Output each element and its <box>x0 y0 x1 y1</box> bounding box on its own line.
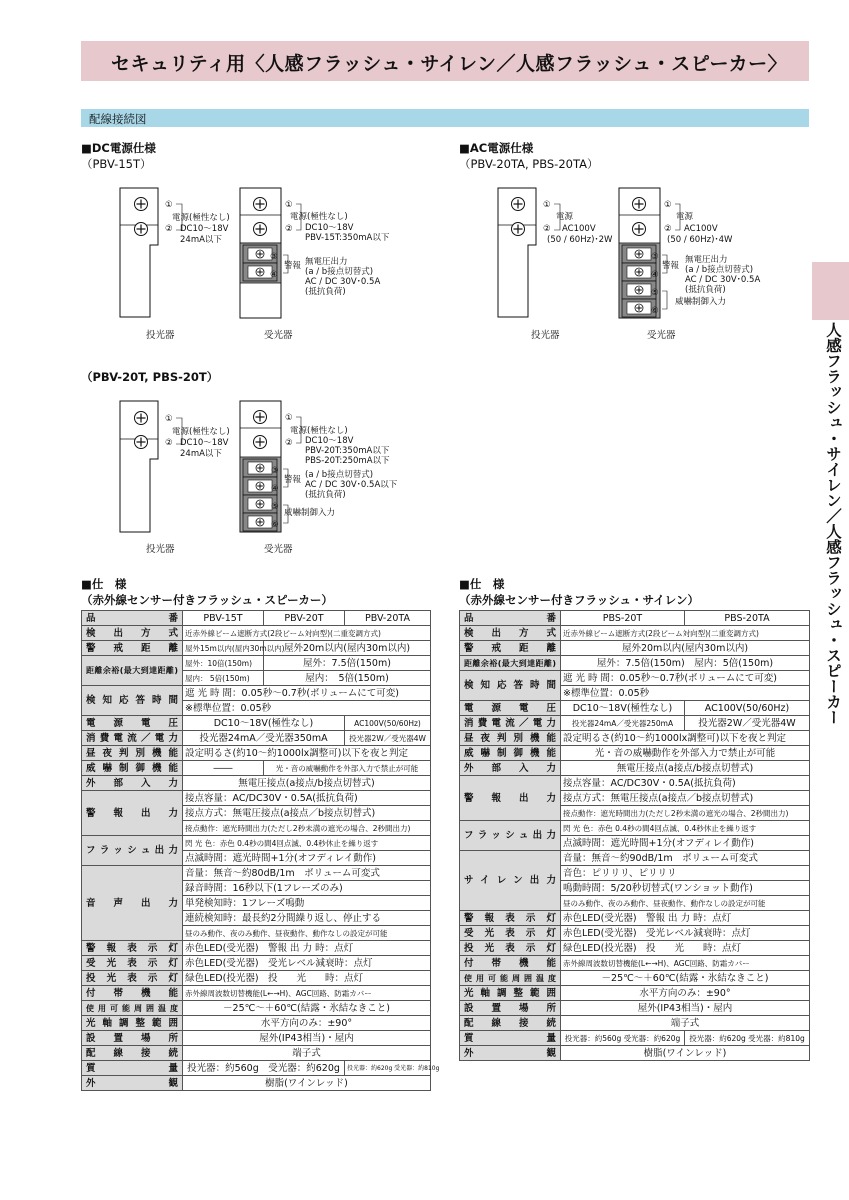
row-header: 質量 <box>82 1061 183 1076</box>
d2-r-t1: ① <box>664 200 672 210</box>
d2-power: 電源 <box>556 212 574 222</box>
d2-rx: 受光器 <box>647 330 676 341</box>
d2-out3: AC / DC 30V･0.5A <box>685 275 761 285</box>
d2-r-t5: ⑤ <box>651 288 659 298</box>
d1-t2: ② <box>165 224 173 234</box>
row-header: 外観 <box>82 1076 183 1091</box>
row-header: 設置場所 <box>460 1001 561 1016</box>
d3-rx: 受光器 <box>264 544 293 555</box>
cell: 水平方向のみ：±90° <box>561 986 810 1001</box>
cell: 屋外20m以内(屋内30m以内) <box>561 641 810 656</box>
table-row <box>82 626 431 641</box>
d2-intim: 威嚇制御入力 <box>675 297 727 307</box>
cell: 投光器：約560g 受光器：約620g <box>183 1061 345 1076</box>
d2-freq: (50 / 60Hz)･2W <box>547 235 613 245</box>
cell: 音色：ピリリリ、ピリリリ <box>561 866 810 881</box>
row-header: 電源電圧 <box>82 716 183 731</box>
cell: PBS-20TA <box>685 611 810 626</box>
cell: 無電圧接点(a接点/b接点切替式) <box>183 776 431 791</box>
d1-power: 電源(極性なし) <box>172 213 230 223</box>
cell: 昼のみ動作、夜のみ動作、昼夜動作、動作なしの設定が可能 <box>183 926 431 941</box>
d3-alarm: 警報 <box>284 475 302 485</box>
d3-intim: 威嚇制御入力 <box>284 508 336 518</box>
d1-r-t4: ④ <box>270 270 278 280</box>
d1-r-t2: ② <box>285 224 293 234</box>
row-header: 警報出力 <box>82 791 183 836</box>
d3-t2: ② <box>165 438 173 448</box>
row-header: 付帯機能 <box>82 986 183 1001</box>
d2-r-t4: ④ <box>651 270 659 280</box>
row-header: 検知応答時間 <box>82 686 183 716</box>
row-header: 外部入力 <box>460 761 561 776</box>
d2-range: AC100V <box>562 224 596 234</box>
cell: －25℃～＋60℃(結露・氷結なきこと) <box>561 971 810 986</box>
cell: 近赤外線ビーム遮断方式(2段ビーム対向型)(二重変調方式) <box>561 626 810 641</box>
row-header: 昼夜判別機能 <box>460 731 561 746</box>
table-row <box>82 656 431 671</box>
cell: 閃 光 色：赤色 0.4秒の間4回点滅、0.4秒休止を繰り返す <box>183 836 431 851</box>
row-header: 投光表示灯 <box>82 971 183 986</box>
row-header: 警報表示灯 <box>460 911 561 926</box>
d1-tx: 投光器 <box>146 330 175 341</box>
cell: 接点方式：無電圧接点(a接点／b接点切替式) <box>561 791 810 806</box>
d3-r-power: 電源(極性なし) <box>290 426 348 436</box>
d1-out3: AC / DC 30V･0.5A <box>305 277 381 287</box>
row-header: 光軸調整範囲 <box>82 1016 183 1031</box>
spec-table-right <box>459 610 810 1061</box>
cell: 連続検知時：最長約2分間繰り返し、停止する <box>183 911 431 926</box>
d1-r-cur: PBV-15T:350mA以下 <box>305 233 390 243</box>
row-header: 消費電流／電力 <box>460 716 561 731</box>
table-row <box>82 641 431 656</box>
dc-heading: ■DC電源仕様 <box>81 141 156 155</box>
cell: 音量：無音～約80dB/1m ボリューム可変式 <box>183 866 431 881</box>
d2-r-range: AC100V <box>684 224 718 234</box>
row-header: 音声出力 <box>82 866 183 941</box>
cell: 屋外：10倍(150m) <box>183 656 264 671</box>
d2-r-freq: (50 / 60Hz)･4W <box>667 235 733 245</box>
row-header: フラッシュ出力 <box>460 821 561 851</box>
cell: 接点容量：AC/DC30V・0.5A(抵抗負荷) <box>561 776 810 791</box>
table-row <box>82 866 431 881</box>
d2-r-t6: ⑥ <box>651 306 659 316</box>
cell: 投光器24mA／受光器350mA <box>183 731 345 746</box>
ac-model: （PBV-20TA, PBS-20TA） <box>459 157 599 171</box>
table-row <box>460 731 810 746</box>
d3-r-t6: ⑥ <box>271 520 279 530</box>
spec-right-heading: ■仕 様 <box>459 577 505 591</box>
table-row <box>460 761 810 776</box>
row-header: 投光表示灯 <box>460 941 561 956</box>
row-header: 外観 <box>460 1046 561 1061</box>
row-header: 警戒距離 <box>460 641 561 656</box>
d3-r-cur2: PBS-20T:250mA以下 <box>305 456 390 466</box>
d3-out2: (a / b接点切替式) <box>305 470 374 480</box>
cell: AC100V(50/60Hz) <box>685 701 810 716</box>
table-row <box>460 626 810 641</box>
cell: PBV-15T <box>183 611 264 626</box>
cell: 水平方向のみ：±90° <box>183 1016 431 1031</box>
table-row <box>460 926 810 941</box>
cell: ※標準位置：0.05秒 <box>183 701 431 716</box>
row-header: 外部入力 <box>82 776 183 791</box>
spec-left-heading: ■仕 様 <box>81 577 127 591</box>
d3-r-t5: ⑤ <box>271 502 279 512</box>
d2-tx: 投光器 <box>531 330 560 341</box>
table-row <box>82 836 431 851</box>
table-row <box>82 1061 431 1076</box>
table-row <box>82 1076 431 1091</box>
table-row <box>460 671 810 686</box>
cell: 赤色LED(受光器) 受光レベル減衰時：点灯 <box>183 956 431 971</box>
table-row <box>460 941 810 956</box>
cell: 投光器24mA／受光器250mA <box>561 716 685 731</box>
d2-r-t2: ② <box>664 224 672 234</box>
d3-cur: 24mA以下 <box>180 449 222 459</box>
table-row <box>82 1001 431 1016</box>
cell: 接点動作：遮光時間出力(ただし2秒未満の遮光の場合、2秒間出力) <box>183 821 431 836</box>
row-header: 検出方式 <box>460 626 561 641</box>
d3-r-t4: ④ <box>271 484 279 494</box>
cell: 投光器：約560g 受光器：約620g <box>561 1031 685 1046</box>
d1-r-power: 電源(極性なし) <box>290 212 348 222</box>
row-header: 光軸調整範囲 <box>460 986 561 1001</box>
cell: 光・音の威嚇動作を外部入力で禁止が可能 <box>264 761 431 776</box>
row-header: 電源電圧 <box>460 701 561 716</box>
table-row <box>460 851 810 866</box>
table-row <box>460 1016 810 1031</box>
cell: AC100V(50/60Hz) <box>345 716 431 731</box>
cell: 接点方式：無電圧接点(a接点／b接点切替式) <box>183 806 431 821</box>
cell: 投光器2W／受光器4W <box>345 731 431 746</box>
diagram-pbv20t <box>120 401 398 555</box>
cell: 光・音の威嚇動作を外部入力で禁止が可能 <box>561 746 810 761</box>
cell: 赤外線周波数切替機能(L←→H)、AGC回路、防霜カバー <box>561 956 810 971</box>
cell: 赤色LED(受光器) 警報 出 力 時：点灯 <box>183 941 431 956</box>
d3-t1: ① <box>165 414 173 424</box>
cell: 屋外(IP43相当)・屋内 <box>183 1031 431 1046</box>
dc-model-1: （PBV-15T） <box>81 157 152 171</box>
cell: 樹脂(ワインレッド) <box>561 1046 810 1061</box>
cell: 接点容量：AC/DC30V・0.5A(抵抗負荷) <box>183 791 431 806</box>
diagram-pbv15t <box>120 188 390 341</box>
row-header: 質量 <box>460 1031 561 1046</box>
row-header: 威嚇制御機能 <box>82 761 183 776</box>
cell: 鳴動時間：5/20秒切替式(ワンショット動作) <box>561 881 810 896</box>
d1-r-t3: ③ <box>270 252 278 262</box>
cell: 近赤外線ビーム遮断方式(2段ビーム対向型)(二重変調方式) <box>183 626 431 641</box>
cell: 緑色LED(投光器) 投 光 時：点灯 <box>561 941 810 956</box>
cell: 端子式 <box>561 1016 810 1031</box>
d1-alarm: 警報 <box>284 261 302 271</box>
d3-out4: (抵抗負荷) <box>305 490 346 500</box>
table-row <box>82 941 431 956</box>
cell: 点滅時間：遮光時間+1分(オフディレイ動作) <box>183 851 431 866</box>
spec-right-sub: （赤外線センサー付きフラッシュ・サイレン） <box>459 593 699 607</box>
row-header: 昼夜判別機能 <box>82 746 183 761</box>
table-row <box>82 971 431 986</box>
cell: 設定明るさ(約10～約1000lx調整可)以下を夜と判定 <box>183 746 431 761</box>
d1-rx: 受光器 <box>264 330 293 341</box>
cell: DC10～18V(極性なし) <box>183 716 345 731</box>
row-header: 設置場所 <box>82 1031 183 1046</box>
table-row <box>460 776 810 791</box>
cell: DC10～18V(極性なし) <box>561 701 685 716</box>
table-row <box>460 1046 810 1061</box>
cell: PBV-20T <box>264 611 345 626</box>
row-header: フラッシュ出力 <box>82 836 183 866</box>
row-header: 品番 <box>460 611 561 626</box>
table-row <box>460 956 810 971</box>
row-header: 警戒距離 <box>82 641 183 656</box>
table-row <box>82 956 431 971</box>
cell: PBS-20T <box>561 611 685 626</box>
d1-r-t1: ① <box>285 200 293 210</box>
d1-cur: 24mA以下 <box>180 235 222 245</box>
cell: 遮 光 時 間：0.05秒～0.7秒(ボリュームにて可変) <box>561 671 810 686</box>
row-header: サイレン出力 <box>460 851 561 911</box>
table-row <box>460 716 810 731</box>
d3-out3: AC / DC 30V･0.5A以下 <box>305 480 398 490</box>
cell: 樹脂(ワインレッド) <box>183 1076 431 1091</box>
d3-r-t1: ① <box>285 413 293 423</box>
d3-range: DC10～18V <box>180 438 229 448</box>
table-row <box>460 821 810 836</box>
cell: 屋内： 5倍(150m) <box>183 671 264 686</box>
row-header: 配線接続 <box>460 1016 561 1031</box>
cell: 投光器：約620g 受光器：約810g <box>685 1031 810 1046</box>
d1-r-range: DC10～18V <box>305 223 354 233</box>
table-row <box>460 986 810 1001</box>
d2-out1: 無電圧出力 <box>685 255 728 265</box>
dc-model-2: （PBV-20T, PBS-20T） <box>81 370 219 384</box>
table-row <box>460 641 810 656</box>
table-row <box>460 611 810 626</box>
table-row <box>82 1016 431 1031</box>
d3-r-range: DC10～18V <box>305 436 354 446</box>
cell: 屋外：7.5倍(150m) <box>264 656 431 671</box>
d1-out2: (a / b接点切替式) <box>305 267 374 277</box>
row-header: 距離余裕(最大到達距離) <box>460 656 561 671</box>
table-row <box>82 1031 431 1046</box>
cell: 昼のみ動作、夜のみ動作、昼夜動作、動作なしの設定が可能 <box>561 896 810 911</box>
table-row <box>460 1031 810 1046</box>
cell: 投光器2W／受光器4W <box>685 716 810 731</box>
cell: 遮 光 時 間：0.05秒～0.7秒(ボリュームにて可変) <box>183 686 431 701</box>
table-row <box>460 701 810 716</box>
row-header: 受光表示灯 <box>460 926 561 941</box>
table-row <box>460 971 810 986</box>
table-row <box>82 761 431 776</box>
d1-t1: ① <box>165 200 173 210</box>
table-row <box>82 776 431 791</box>
cell: 点滅時間：遮光時間+1分(オフディレイ動作) <box>561 836 810 851</box>
cell: 赤外線周波数切替機能(L←→H)、AGC回路、防霜カバー <box>183 986 431 1001</box>
cell: ―― <box>183 761 264 776</box>
row-header: 消費電流／電力 <box>82 731 183 746</box>
table-row <box>82 986 431 1001</box>
table-row <box>82 791 431 806</box>
cell: 屋内： 5倍(150m) <box>264 671 431 686</box>
row-header: 検知応答時間 <box>460 671 561 701</box>
page-title: セキュリティ用〈人感フラッシュ・サイレン／人感フラッシュ・スピーカー〉 <box>111 53 788 75</box>
d2-alarm: 警報 <box>662 261 680 271</box>
table-row <box>82 716 431 731</box>
d1-out4: (抵抗負荷) <box>305 287 346 297</box>
d2-r-power: 電源 <box>676 212 694 222</box>
d2-t2: ② <box>543 224 551 234</box>
table-row <box>82 686 431 701</box>
table-row <box>460 656 810 671</box>
spec-left-sub: （赤外線センサー付きフラッシュ・スピーカー） <box>81 593 333 607</box>
ac-heading: ■AC電源仕様 <box>459 141 534 155</box>
cell: 接点動作：遮光時間出力(ただし2秒未満の遮光の場合、2秒間出力) <box>561 806 810 821</box>
row-header: 距離余裕(最大到達距離) <box>82 656 183 686</box>
cell: 緑色LED(投光器) 投 光 時：点灯 <box>183 971 431 986</box>
row-header: 検出方式 <box>82 626 183 641</box>
side-tab-label: 人感フラッシュ・サイレン／人感フラッシュ・スピーカー <box>824 322 842 725</box>
cell: PBV-20TA <box>345 611 431 626</box>
row-header: 威嚇制御機能 <box>460 746 561 761</box>
cell: 屋外20m以内(屋内30m以内) <box>264 641 431 656</box>
row-header: 警報出力 <box>460 776 561 821</box>
row-header: 警報表示灯 <box>82 941 183 956</box>
cell: 屋外：7.5倍(150m) 屋内：5倍(150m) <box>561 656 810 671</box>
d2-t1: ① <box>543 200 551 210</box>
cell: 設定明るさ(約10～約1000lx調整可)以下を夜と判定 <box>561 731 810 746</box>
row-header: 配線接続 <box>82 1046 183 1061</box>
d3-r-cur1: PBV-20T:350mA以下 <box>305 446 390 456</box>
cell: －25℃～＋60℃(結露・氷結なきこと) <box>183 1001 431 1016</box>
row-header: 付帯機能 <box>460 956 561 971</box>
d3-power: 電源(極性なし) <box>172 427 230 437</box>
row-header: 使用可能周囲温度 <box>82 1001 183 1016</box>
cell: 赤色LED(受光器) 受光レベル減衰時：点灯 <box>561 926 810 941</box>
section-title: 配線接続図 <box>89 112 147 126</box>
cell: 端子式 <box>183 1046 431 1061</box>
d2-out4: (抵抗負荷) <box>685 285 726 295</box>
spec-table-left <box>81 610 440 1091</box>
d3-r-t2: ② <box>285 438 293 448</box>
cell: 屋外15m以内(屋内30m以内) <box>183 641 264 656</box>
cell: 屋外(IP43相当)・屋内 <box>561 1001 810 1016</box>
cell: ※標準位置：0.05秒 <box>561 686 810 701</box>
cell: 単発検知時：1フレーズ鳴動 <box>183 896 431 911</box>
cell: 投光器：約620g 受光器：約810g <box>345 1061 431 1076</box>
cell: 無電圧接点(a接点/b接点切替式) <box>561 761 810 776</box>
cell: 閃 光 色：赤色 0.4秒の間4回点滅、0.4秒休止を繰り返す <box>561 821 810 836</box>
row-header: 受光表示灯 <box>82 956 183 971</box>
table-row <box>460 746 810 761</box>
cell: 音量：無音～約90dB/1m ボリューム可変式 <box>561 851 810 866</box>
d3-r-t3: ③ <box>271 466 279 476</box>
d1-range: DC10～18V <box>180 224 229 234</box>
cell: 録音時間：16秒以下(1フレーズのみ) <box>183 881 431 896</box>
table-row <box>460 911 810 926</box>
table-row <box>82 611 431 626</box>
d1-out1: 無電圧出力 <box>305 257 348 267</box>
table-row <box>82 1046 431 1061</box>
diagram-pbv20ta <box>498 188 760 341</box>
d3-tx: 投光器 <box>146 544 175 555</box>
row-header: 使用可能周囲温度 <box>460 971 561 986</box>
d2-out2: (a / b接点切替式) <box>685 265 754 275</box>
cell: 赤色LED(受光器) 警報 出 力 時：点灯 <box>561 911 810 926</box>
table-row <box>82 731 431 746</box>
d2-r-t3: ③ <box>651 252 659 262</box>
row-header: 品番 <box>82 611 183 626</box>
table-row <box>82 746 431 761</box>
table-row <box>460 1001 810 1016</box>
